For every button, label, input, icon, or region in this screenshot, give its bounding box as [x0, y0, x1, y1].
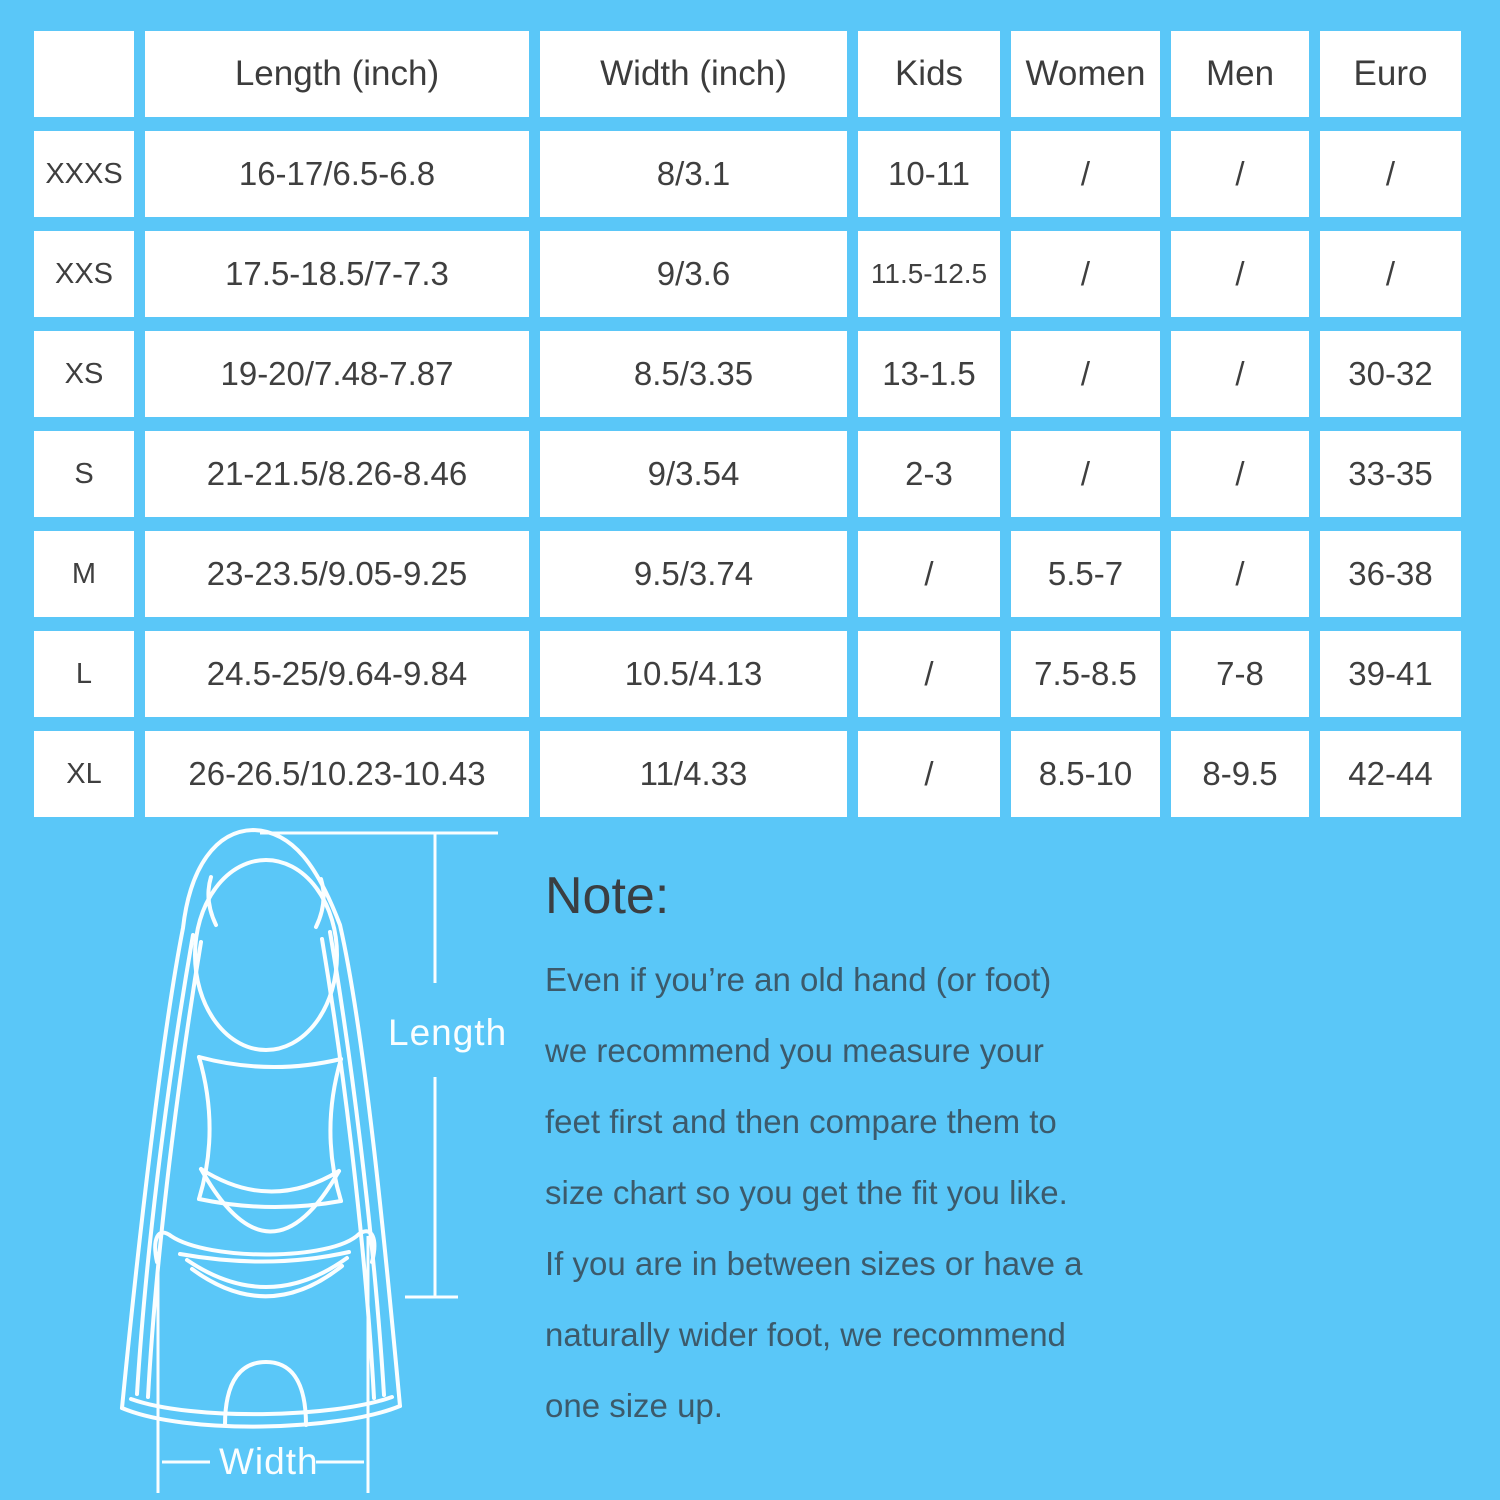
note-title: Note: — [545, 867, 670, 925]
table-cell: / — [1171, 431, 1309, 517]
table-cell: 24.5-25/9.64-9.84 — [145, 631, 529, 717]
header-cell-women: Women — [1011, 31, 1160, 117]
table-cell: / — [1171, 331, 1309, 417]
table-cell: / — [1011, 131, 1160, 217]
note-line: size chart so you get the fit you like. — [545, 1174, 1068, 1211]
header-cell-men: Men — [1171, 31, 1309, 117]
note-line: feet first and then compare them to — [545, 1103, 1057, 1140]
table-cell: 23-23.5/9.05-9.25 — [145, 531, 529, 617]
size-label-cell: XS — [34, 331, 134, 417]
fin-left-rail — [137, 935, 193, 1394]
table-cell: 13-1.5 — [858, 331, 1000, 417]
fin-left-rail-inner — [148, 942, 201, 1397]
size-label-cell: XXS — [34, 231, 134, 317]
note-line: naturally wider foot, we recommend — [545, 1316, 1066, 1353]
fin-right-rail-inner — [322, 939, 374, 1398]
note-section — [545, 866, 1185, 1441]
header-cell-length: Length (inch) — [145, 31, 529, 117]
table-cell: / — [1171, 231, 1309, 317]
note-line: one size up. — [545, 1387, 723, 1424]
size-chart-table — [34, 31, 1461, 817]
size-label-cell: XXXS — [34, 131, 134, 217]
table-cell: / — [1171, 531, 1309, 617]
table-cell: / — [1171, 131, 1309, 217]
note-line: we recommend you measure your — [545, 1032, 1044, 1069]
size-label-cell: L — [34, 631, 134, 717]
header-cell-kids: Kids — [858, 31, 1000, 117]
table-cell: 26-26.5/10.23-10.43 — [145, 731, 529, 817]
table-cell: / — [1011, 331, 1160, 417]
table-cell: 42-44 — [1320, 731, 1461, 817]
table-cell: 10-11 — [858, 131, 1000, 217]
table-cell: 36-38 — [1320, 531, 1461, 617]
table-cell: 7-8 — [1171, 631, 1309, 717]
note-line: Even if you’re an old hand (or foot) — [545, 961, 1052, 998]
header-cell-blank — [34, 31, 134, 117]
table-cell: 33-35 — [1320, 431, 1461, 517]
table-cell: / — [1320, 231, 1461, 317]
fin-bottom-edge-inner — [131, 1397, 392, 1414]
table-cell: 17.5-18.5/7-7.3 — [145, 231, 529, 317]
table-cell: 21-21.5/8.26-8.46 — [145, 431, 529, 517]
size-label-cell: M — [34, 531, 134, 617]
table-cell: 11/4.33 — [540, 731, 847, 817]
size-label-cell: S — [34, 431, 134, 517]
note-line: If you are in between sizes or have a — [545, 1245, 1083, 1282]
table-cell: 9/3.6 — [540, 231, 847, 317]
size-label-cell: XL — [34, 731, 134, 817]
table-cell: 16-17/6.5-6.8 — [145, 131, 529, 217]
fin-oval-accent-left — [208, 877, 216, 925]
table-cell: / — [1011, 431, 1160, 517]
header-cell-euro: Euro — [1320, 31, 1461, 117]
fin-diagram — [50, 815, 510, 1500]
note-body — [545, 944, 1185, 1441]
table-cell: 9/3.54 — [540, 431, 847, 517]
table-cell: 10.5/4.13 — [540, 631, 847, 717]
table-cell: 9.5/3.74 — [540, 531, 847, 617]
table-cell: / — [858, 731, 1000, 817]
table-cell: 2-3 — [858, 431, 1000, 517]
table-cell: 30-32 — [1320, 331, 1461, 417]
width-dimension-label: Width — [219, 1441, 319, 1482]
table-cell: 39-41 — [1320, 631, 1461, 717]
table-cell: 8-9.5 — [1171, 731, 1309, 817]
fin-blade-oval — [195, 860, 337, 1050]
table-cell: 5.5-7 — [1011, 531, 1160, 617]
table-cell: / — [1320, 131, 1461, 217]
table-cell: 7.5-8.5 — [1011, 631, 1160, 717]
table-cell: 19-20/7.48-7.87 — [145, 331, 529, 417]
table-cell: 8.5-10 — [1011, 731, 1160, 817]
header-cell-width: Width (inch) — [540, 31, 847, 117]
length-dimension-label: Length — [388, 1012, 508, 1053]
table-cell: / — [1011, 231, 1160, 317]
table-cell: / — [858, 631, 1000, 717]
table-cell: / — [858, 531, 1000, 617]
table-cell: 8.5/3.35 — [540, 331, 847, 417]
table-cell: 11.5-12.5 — [858, 231, 1000, 317]
table-cell: 8/3.1 — [540, 131, 847, 217]
